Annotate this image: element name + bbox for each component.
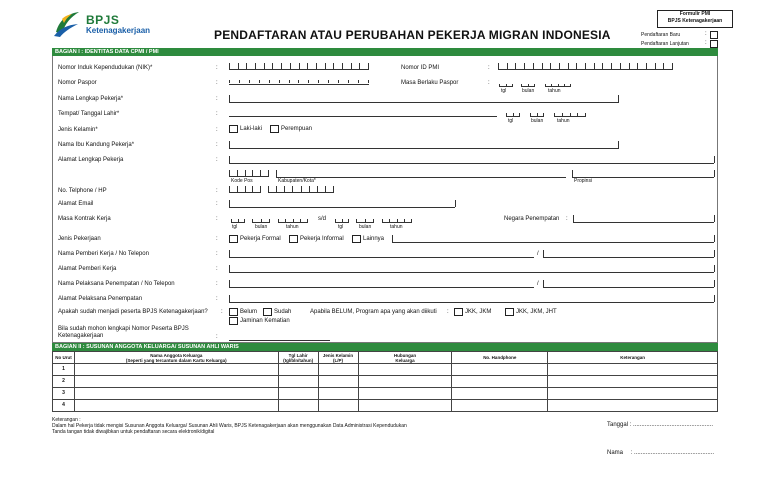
- job-informal-label: Pekerja Informal: [300, 236, 344, 242]
- cell-notes[interactable]: [548, 388, 718, 400]
- passport-validity-label: Masa Berlaku Paspor: [401, 80, 459, 86]
- mother-name-label: Nama Ibu Kandung Pekerja*: [58, 142, 135, 148]
- contract-start-year[interactable]: [278, 219, 308, 223]
- job-formal-checkbox[interactable]: [229, 235, 238, 243]
- registered-no-label: Belum: [240, 309, 258, 315]
- program-jkk-jkm-label: JKK, JKM: [465, 309, 492, 315]
- gender-male-label: Laki-laki: [240, 126, 263, 132]
- contract-until-label: s/d: [318, 216, 327, 222]
- table-header-row: [53, 352, 718, 364]
- cell-phone[interactable]: [452, 400, 548, 412]
- death-insurance-checkbox[interactable]: [229, 317, 238, 325]
- gender-female-checkbox[interactable]: [270, 125, 279, 133]
- cell-notes[interactable]: [548, 376, 718, 388]
- form-id-box: [657, 10, 733, 28]
- cell-relation[interactable]: [358, 376, 452, 388]
- col-header-relation: Hubungan Keluarga: [358, 352, 452, 364]
- family-members-table: [52, 351, 718, 412]
- birth-place-field[interactable]: [229, 116, 497, 117]
- employer-label: Nama Pemberi Kerja / No Telepon: [58, 251, 149, 257]
- date-label: Tanggal: [607, 422, 629, 428]
- executor-name-field[interactable]: [229, 287, 534, 288]
- job-type-label: Jenis Pekerjaan: [58, 236, 101, 242]
- postal-code-field[interactable]: [229, 170, 269, 177]
- contract-label: Masa Kontrak Kerja: [58, 216, 111, 222]
- cell-relation[interactable]: [358, 364, 452, 376]
- row-number: 1: [53, 364, 75, 376]
- pmi-id-field[interactable]: [498, 63, 673, 70]
- col-header-name: Nama Anggota Keluarga (Seperti yang tercantum dalam Kartu Keluarga): [74, 352, 278, 364]
- gender-male-checkbox[interactable]: [229, 125, 238, 133]
- gender-female-label: Perempuan: [281, 126, 313, 132]
- cell-gender[interactable]: [318, 364, 358, 376]
- col-header-phone: No. Handphone: [452, 352, 548, 364]
- employer-name-field[interactable]: [229, 257, 534, 258]
- province-field[interactable]: [572, 177, 714, 178]
- job-formal-label: Pekerja Formal: [240, 236, 281, 242]
- contract-end-month[interactable]: [356, 219, 374, 223]
- bpjs-logo: [52, 10, 182, 38]
- table-row: [53, 400, 718, 412]
- row-number: 3: [53, 388, 75, 400]
- col-header-no: No Urut: [53, 352, 75, 364]
- executor-phone-field[interactable]: [543, 287, 714, 288]
- registered-yes-label: Sudah: [274, 309, 292, 315]
- cell-gender[interactable]: [318, 376, 358, 388]
- contract-end-year[interactable]: [382, 219, 412, 223]
- row-number: 4: [53, 400, 75, 412]
- passport-validity-year[interactable]: [545, 84, 571, 87]
- registered-question-label: Apakah sudah menjadi peserta BPJS Ketenagakerjaan?: [58, 309, 208, 315]
- passport-label: Nomor Paspor: [58, 80, 97, 86]
- contract-start-day[interactable]: [231, 219, 245, 223]
- registered-no-checkbox[interactable]: [229, 308, 238, 316]
- phone-label: No. Telphone / HP: [58, 188, 107, 194]
- phone-prefix-field[interactable]: [229, 186, 261, 193]
- employer-address-label: Alamat Pemberi Kerja: [58, 266, 117, 272]
- contract-end-day[interactable]: [335, 219, 349, 223]
- job-other-label: Lainnya: [363, 236, 385, 242]
- nik-field[interactable]: [229, 63, 369, 70]
- job-informal-checkbox[interactable]: [289, 235, 298, 243]
- note-line-2: Tanda tangan tidak diwajibkan untuk pendaftaran secara elektronik/digital: [52, 429, 215, 435]
- birth-label: Tempat/ Tanggal Lahir*: [58, 111, 120, 117]
- table-row: [53, 364, 718, 376]
- form-id-line1: Formulir PMI: [679, 11, 711, 17]
- job-other-checkbox[interactable]: [352, 235, 361, 243]
- cell-phone[interactable]: [452, 388, 548, 400]
- nik-label: Nomor Induk Kependudukan (NIK)*: [58, 65, 153, 71]
- email-field[interactable]: [229, 207, 455, 208]
- section-1-header: BAGIAN I : IDENTITAS DATA CPMI / PMI: [52, 48, 718, 56]
- country-field[interactable]: [573, 222, 714, 223]
- col-header-gender: Jenis Kelamin (L/P): [318, 352, 358, 364]
- birth-day-field[interactable]: [506, 113, 520, 117]
- col-header-notes: Keterangan: [548, 352, 718, 364]
- row-number: 2: [53, 376, 75, 388]
- executor-address-field[interactable]: [229, 302, 714, 303]
- cell-birth[interactable]: [278, 364, 318, 376]
- bpjs-logo-mark-icon: [52, 10, 82, 38]
- mother-name-field[interactable]: [229, 148, 619, 149]
- executor-address-label: Alamat Pelaksana Penempatan: [58, 296, 143, 302]
- logo-text-ketenagakerjaan: Ketenagakerjaan: [86, 26, 151, 35]
- country-label: Negara Penempatan: [504, 216, 560, 222]
- note-line-1: Dalam hal Pekerja tidak mengisi Susunan Anggota Keluarga/ Susunan Ahli Waris, BPJS Ketenagakerjaan akan menggunakan Data Administrasi Kependudukan: [52, 423, 407, 429]
- full-name-field[interactable]: [229, 102, 619, 103]
- job-other-field[interactable]: [392, 242, 714, 243]
- option-continue-checkbox[interactable]: [710, 40, 718, 48]
- signature-date[interactable]: [607, 422, 713, 429]
- pmi-id-label: Nomor ID PMI: [401, 65, 440, 71]
- table-row: [53, 388, 718, 400]
- signature-name[interactable]: [607, 450, 714, 457]
- executor-label: Nama Pelaksana Penempatan / No Telepon: [58, 281, 175, 287]
- cell-birth[interactable]: [278, 400, 318, 412]
- option-new-label: Pendaftaran Baru: [641, 32, 681, 38]
- employer-phone-field[interactable]: [543, 257, 714, 258]
- option-new-registration: [641, 32, 680, 38]
- full-name-label: Nama Lengkap Pekerja*: [58, 96, 124, 102]
- address-field[interactable]: [229, 163, 714, 164]
- cell-gender[interactable]: [318, 400, 358, 412]
- cell-name[interactable]: [74, 376, 278, 388]
- logo-text-bpjs: BPJS: [86, 13, 120, 27]
- cell-phone[interactable]: [452, 376, 548, 388]
- passport-validity-day[interactable]: [499, 84, 513, 87]
- cell-birth[interactable]: [278, 388, 318, 400]
- option-continue-registration: [641, 41, 689, 47]
- cell-phone[interactable]: [452, 364, 548, 376]
- passport-field[interactable]: [229, 80, 369, 85]
- cell-notes[interactable]: [548, 364, 718, 376]
- cell-relation[interactable]: [358, 400, 452, 412]
- cell-gender[interactable]: [318, 388, 358, 400]
- date-dots: : ................................................: [629, 422, 714, 428]
- form-id-line2: BPJS Ketenagakerjaan: [667, 18, 723, 24]
- employer-address-field[interactable]: [229, 272, 714, 273]
- cell-notes[interactable]: [548, 400, 718, 412]
- registered-yes-checkbox[interactable]: [263, 308, 272, 316]
- table-row: [53, 376, 718, 388]
- footer-note: [52, 417, 472, 435]
- program-question-label: Apabila BELUM, Program apa yang akan diikuti: [310, 309, 437, 315]
- name-label: Nama: [607, 450, 624, 456]
- address-label: Alamat Lengkap Pekerja: [58, 157, 124, 163]
- member-number-note: Bila sudah mohon lengkapi Nomor Peserta BPJS Ketenagakerjaan: [58, 326, 189, 339]
- name-dots: : ................................................: [630, 450, 715, 456]
- gender-label: Jenis Kelamin*: [58, 127, 98, 133]
- note-title: Keterangan :: [52, 417, 81, 423]
- birth-year-field[interactable]: [554, 113, 586, 117]
- cell-name[interactable]: [74, 364, 278, 376]
- page-title: PENDAFTARAN ATAU PERUBAHAN PEKERJA MIGRAN INDONESIA: [214, 28, 611, 42]
- phone-number-field[interactable]: [268, 186, 334, 193]
- death-insurance-label: Jaminan Kematian: [240, 318, 290, 324]
- cell-name[interactable]: [74, 400, 278, 412]
- contract-start-month[interactable]: [252, 219, 270, 223]
- program-jkk-jkm-checkbox[interactable]: [454, 308, 463, 316]
- email-label: Alamat Email: [58, 201, 94, 207]
- cell-name[interactable]: [74, 388, 278, 400]
- section-2-header: BAGIAN II : SUSUNAN ANGGOTA KELUARGA/ SUSUNAN AHLI WARIS: [52, 343, 718, 351]
- cell-birth[interactable]: [278, 376, 318, 388]
- option-new-checkbox[interactable]: [710, 31, 718, 39]
- birth-month-field[interactable]: [530, 113, 544, 117]
- program-jkk-jkm-jht-label: JKK, JKM, JHT: [516, 309, 557, 315]
- member-number-field[interactable]: [229, 340, 330, 341]
- option-continue-label: Pendaftaran Lanjutan: [641, 41, 689, 47]
- cell-relation[interactable]: [358, 388, 452, 400]
- program-jkk-jkm-jht-checkbox[interactable]: [505, 308, 514, 316]
- regency-field[interactable]: [276, 177, 566, 178]
- col-header-birth: Tgl Lahir (tgl/bln/tahun): [278, 352, 318, 364]
- passport-validity-month[interactable]: [521, 84, 535, 87]
